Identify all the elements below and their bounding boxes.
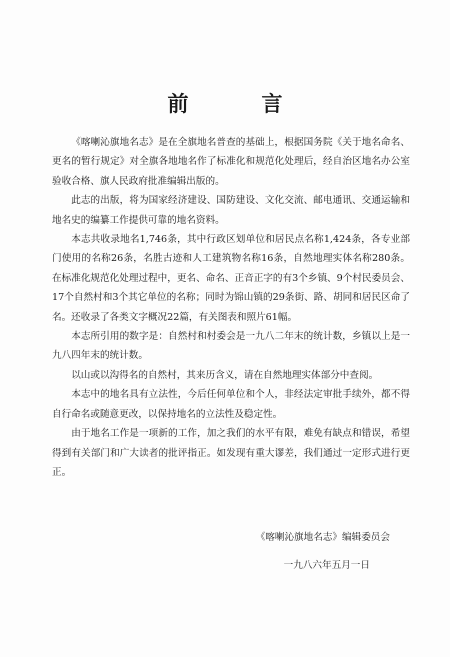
paragraph-intro: 《喀喇沁旗地名志》是在全旗地名普查的基础上，根据国务院《关于地名命名、更名的暂行规定》对全旗各地地名作了标准化和规范化处理后，经自治区地名办公室验收合格、旗人民政府批准编辑出版的。: [52, 137, 410, 187]
signature-organization: 《喀喇沁旗地名志》编辑委员会: [255, 532, 390, 543]
paragraph-statistics: 本志所引用的数字是：自然村和村委会是一九八二年末的统计数，乡镇以上是一九八四年末的统计数。: [52, 331, 410, 362]
page-title: 前 言: [167, 91, 309, 116]
paragraph-purpose: 此志的出版，将为国家经济建设、国防建设、文化交流、邮电通讯、交通运输和地名史的编纂工作提供可靠的地名资料。: [52, 195, 410, 226]
signature-date: 一九八六年五月一日: [283, 560, 370, 571]
paragraph-legal-status: 本志中的地名具有立法性，今后任何单位和个人，非经法定审批手续外，都不得自行命名或随意更改，以保持地名的立法性及稳定性。: [52, 389, 410, 420]
paragraph-corrections: 由于地名工作是一项新的工作，加之我们的水平有限，难免有缺点和错误，希望得到有关部门和广大读者的批评指正。如发现有重大谬差，我们通过一定形式进行更正。: [52, 428, 410, 478]
paragraph-contents: 本志共收录地名1,746条，其中行政区划单位和居民点名称1,424条，各专业部门使用的名称26条，名胜古迹和人工建筑物名称16条，自然地理实体名称280条。在标准化规范化处理过程中，更名、命名、正音正字的有3个乡镇、9个村民委员会、17个自然村和3个其它单位的名称；同时为锦山镇的29条街、路、胡同和居民区命了名。还收录了各类文字概况22篇，有关图表和照片61幅。: [52, 234, 410, 323]
preface-body: [52, 133, 410, 482]
paragraph-village-names: 以山或以沟得名的自然村，其来历含义，请在自然地理实体部分中查阅。: [71, 369, 379, 381]
